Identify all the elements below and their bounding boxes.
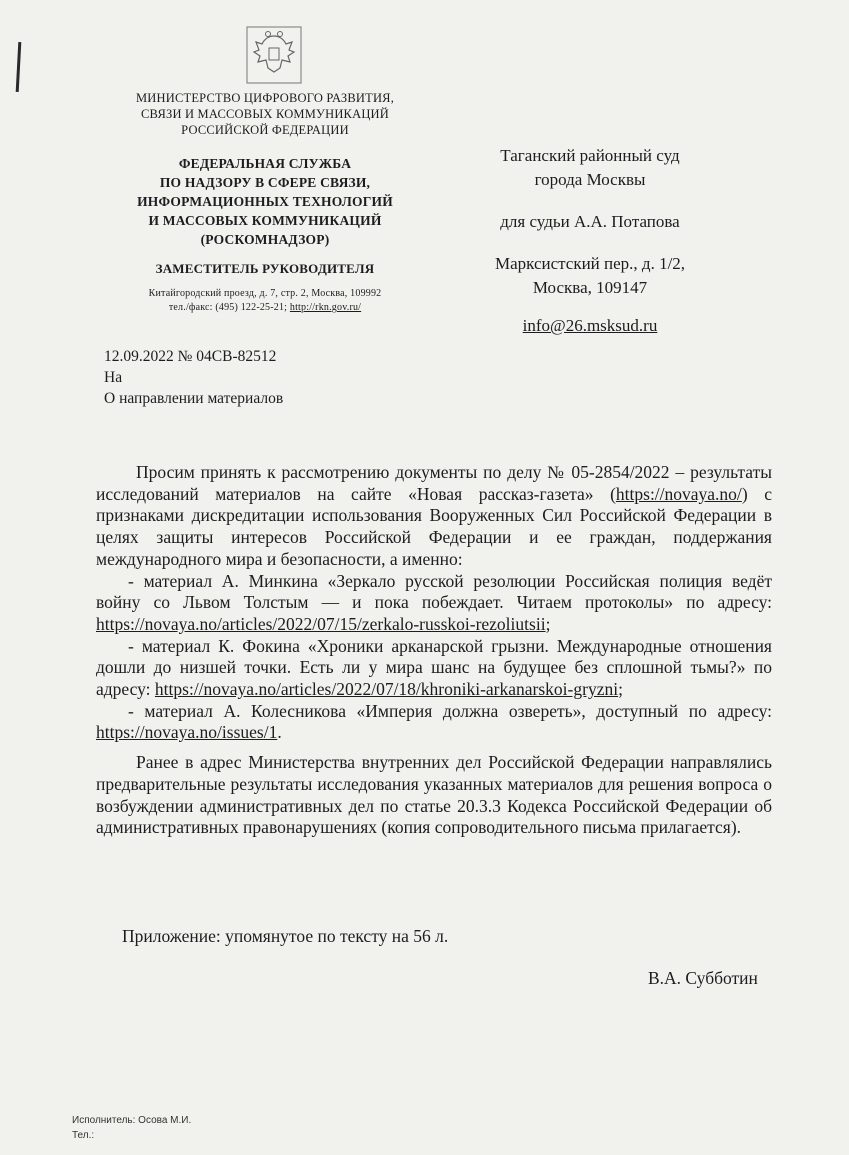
article-link-3[interactable]: https://novaya.no/issues/1 xyxy=(96,722,278,743)
article-link-2[interactable]: https://novaya.no/articles/2022/07/18/khroniki-arkanarskoi-gryzni xyxy=(154,679,619,700)
agency-name: ФЕДЕРАЛЬНАЯ СЛУЖБА ПО НАДЗОРУ В СФЕРЕ СВЯЗИ, ИНФОРМАЦИОННЫХ ТЕХНОЛОГИЙ И МАССОВЫХ КОММУНИКАЦИЙ (РОСКОМНАДЗОР) xyxy=(137,156,393,247)
letter-body xyxy=(96,462,772,839)
executor-name: Исполнитель: Осова М.И. xyxy=(72,1115,192,1126)
agency-website-link[interactable]: http://rkn.gov.ru/ xyxy=(289,302,362,313)
recipient-judge: для судьи А.А. Потапова xyxy=(500,212,680,231)
registration-block xyxy=(104,346,283,409)
recipient-email-link[interactable]: info@26.msksud.ru xyxy=(522,316,658,335)
paragraph-previous: Ранее в адрес Министерства внутренних дел Российской Федерации направлялись предварительные результаты исследования указанных материалов для решения вопроса о возбуждении административных дел по статье 20.3.3 Кодекса Российской Федерации об административных правонарушениях (копия сопроводительного письма прилагается). xyxy=(96,752,772,838)
letter-subject: О направлении материалов xyxy=(104,390,284,407)
executor-phone: Тел.: xyxy=(72,1130,95,1141)
paragraph-request: Просим принять к рассмотрению документы по делу № 05-2854/2022 – результаты исследований материалов на сайте «Новая рассказ-газета» (https://novaya.no/) с признаками дискредитации использования Вооруженных Сил Российской Федерации в целях защиты интересов Российской Федерации и ее граждан, поддержания международного мира и безопасности, а именно: xyxy=(96,462,772,569)
recipient-block: Таганский районный суд города Москвы для судьи А.А. Потапова Марксистский пер., д. 1/2, Москва, 109147 info@26.msksud.ru xyxy=(470,144,710,338)
sender-block xyxy=(100,90,430,315)
reference-on: На xyxy=(104,369,123,386)
list-item: - материал А. Колесникова «Империя должна озвереть», доступный по адресу: https://novaya.no/issues/1. xyxy=(96,700,772,743)
coat-of-arms-icon xyxy=(246,26,302,84)
attachment-note: Приложение: упомянутое по тексту на 56 л. xyxy=(122,926,449,946)
list-item: - материал К. Фокина «Хроники арканарской грызни. Международные отношения дошли до низшей точки. Есть ли у мира шанс на будущее без сплошной тьмы?» по адресу: https://novaya.no/articles/2022/07/18/khroniki-arkanarskoi-gryzni; xyxy=(96,635,772,700)
executor-block xyxy=(72,1113,191,1143)
ministry-name: МИНИСТЕРСТВО ЦИФРОВОГО РАЗВИТИЯ, СВЯЗИ И МАССОВЫХ КОММУНИКАЦИЙ РОССИЙСКОЙ ФЕДЕРАЦИИ xyxy=(135,91,395,137)
margin-mark xyxy=(16,42,22,92)
sender-position: ЗАМЕСТИТЕЛЬ РУКОВОДИТЕЛЯ xyxy=(155,261,375,276)
article-link-1[interactable]: https://novaya.no/articles/2022/07/15/zerkalo-russkoi-rezoliutsii xyxy=(96,613,546,634)
site-link[interactable]: https://novaya.no/ xyxy=(615,483,742,504)
signatory-name: В.А. Субботин xyxy=(648,968,758,988)
list-item: - материал А. Минкина «Зеркало русской резолюции Российская полиция ведёт войну со Львом Толстым — и пока побеждает. Читаем протоколы» по адресу: https://novaya.no/articles/2022/07/15/zerkalo-russkoi-rezoliutsii; xyxy=(96,570,772,634)
sender-address: Китайгородский проезд, д. 7, стр. 2, Москва, 109992 тел./факс: (495) 122-25-21; http://rkn.gov.ru/ xyxy=(148,288,382,313)
date-number: 12.09.2022 № 04СВ-82512 xyxy=(104,348,277,365)
